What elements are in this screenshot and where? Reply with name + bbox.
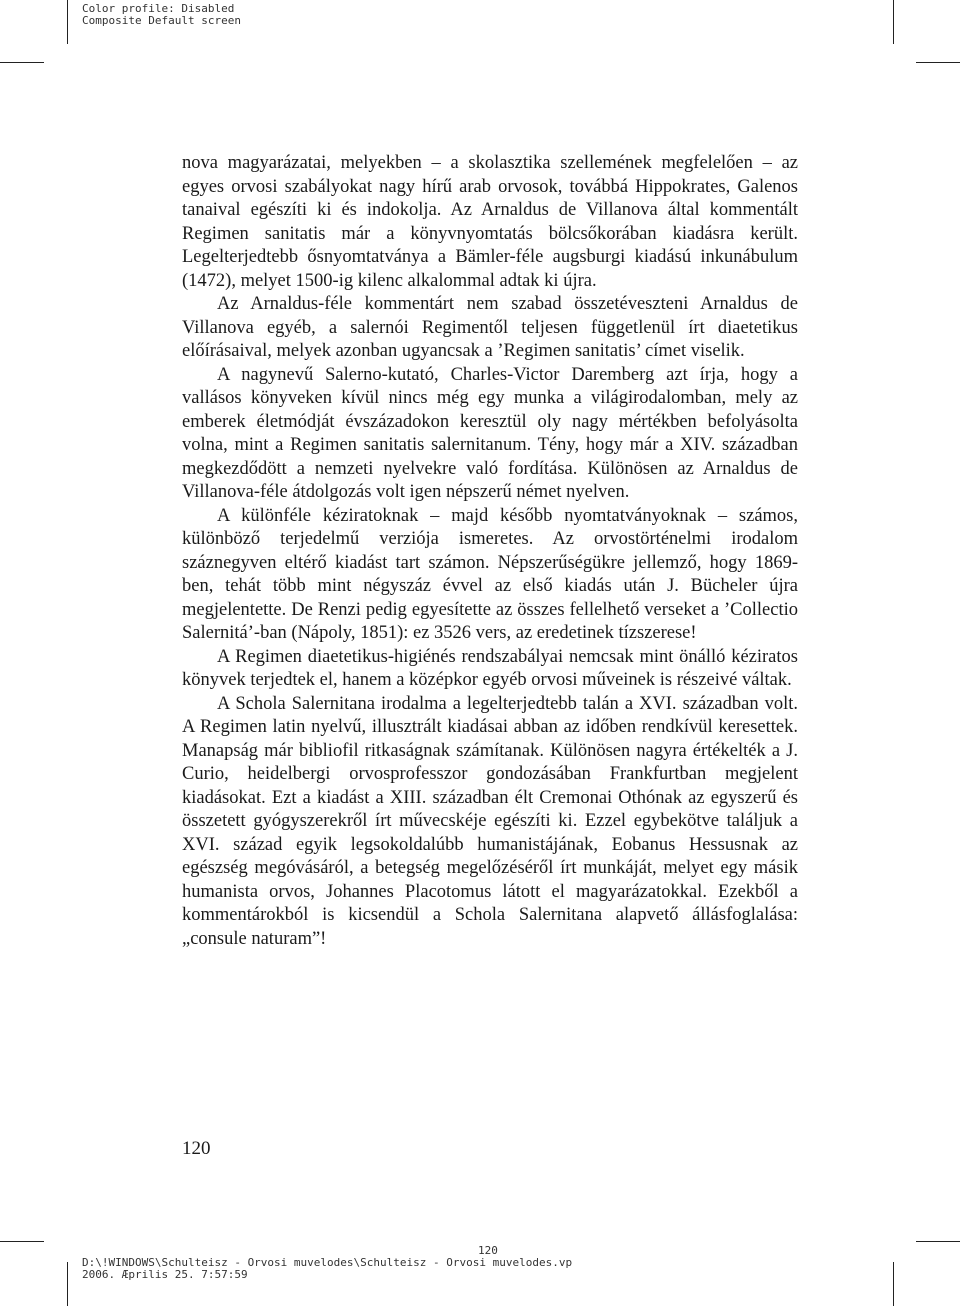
crop-mark	[916, 62, 960, 63]
color-profile-label: Color profile: Disabled	[82, 2, 235, 15]
crop-mark	[0, 62, 44, 63]
paragraph: A nagynevű Salerno-kutató, Charles-Victor Daremberg azt írja, hogy a vallásos könyveken kívül nincs még egy munka a világirodalomban, mely az emberek életmódját évszázadokon keresztül oly nagy mértékben befolyásolta volna, mint a Regimen sanitatis salernitanum. Tény, hogy már a XIV. században megkezdődött a nemzeti nyelvekre való fordítása. Különösen az Arnaldus de Villanova-féle átdolgozás volt igen népszerű német nyelven.	[182, 364, 798, 502]
print-footer	[82, 1257, 572, 1281]
crop-mark	[893, 1262, 894, 1306]
paragraph: A különféle kéziratoknak – majd később nyomtatványoknak – számos, különböző terjedelmű verziója ismeretes. Az orvostörténelmi irodalom száznegyven eltérő kiadást tart számon. Népszerűségükre jellemző, hogy 1869-ben, tehát több mint négyszáz évvel az első kiadás után J. Bücheler újra megjelentette. De Renzi pedig egyesítette az összes fellelhető verseket a ’Collectio Salernitá’-ban (Nápoly, 1851): ez 3526 vers, az eredetinek tízszerese!	[182, 505, 798, 643]
body-text	[182, 152, 798, 951]
crop-mark	[67, 1262, 68, 1306]
paragraph: nova magyarázatai, melyekben – a skolasztika szellemének megfelelően – az egyes orvosi szabályokat nagy hírű arab orvosok, továbbá Hippokrates, Galenos tanaival egészíti ki és indokolja. Az Arnaldus de Villanova által kommentált Regimen sanitatis már a könyvnyomtatás bölcsőkorában kiadásra került. Legelterjedtebb ősnyomtatványa a Bämler-féle augsburgi kiadású inkunábulum (1472), melyet 1500-ig kilenc alkalommal adtak ki újra.	[182, 153, 798, 291]
page-number: 120	[182, 1138, 211, 1159]
paragraph: A Regimen diaetetikus-higiénés rendszabályai nemcsak mint önálló kéziratos könyvek terjedtek el, hanem a középkor egyéb orvosi műveinek is részeivé váltak.	[182, 646, 798, 690]
crop-mark	[916, 1241, 960, 1242]
print-timestamp: 2006. Æprilis 25. 7:57:59	[82, 1268, 248, 1281]
print-header	[82, 3, 241, 27]
paragraph: Az Arnaldus-féle kommentárt nem szabad összetéveszteni Arnaldus de Villanova egyéb, a salernói Regimentől teljesen függetlenül írt diaetetikus előírásaival, melyek azonban ugyancsak a ’Regimen sanitatis’ címet viselik.	[182, 294, 798, 361]
print-footer-page: 120	[478, 1244, 498, 1257]
paragraph: A Schola Salernitana irodalma a legelterjedtebb talán a XVI. században volt. A Regimen latin nyelvű, illusztrált kiadásai abban az időben rendkívül keresettek. Manapság már bibliofil ritkaságnak számítanak. Különösen nagyra értékelték a J. Curio, heidelbergi orvosprofesszor gondozásában Frankfurtban megjelent kiadásokat. Ezt a kiadást a XIII. században élt Cremonai Othónak az egyszerű és összetett gyógyszerekről írt művecskéje egészíti ki. Ezzel egybekötve találjuk a XVI. század egyik legsokoldalúbb humanistájának, Eobanus Hessusnak az egészség megóvásáról, a betegség megelőzéséről írt munkáját, melyet egy másik humanista orvos, Johannes Placotomus látott el magyarázatokkal. Ezekből a kommentárokból is kicsendül a Schola Salernitana alapvető állásfoglalása: „consule naturam”!	[182, 693, 798, 949]
crop-mark	[893, 0, 894, 44]
composite-label: Composite Default screen	[82, 14, 241, 27]
crop-mark	[67, 0, 68, 44]
crop-mark	[0, 1241, 44, 1242]
file-path: D:\!WINDOWS\Schulteisz - Orvosi muvelodes\Schulteisz - Orvosi muvelodes.vp	[82, 1256, 573, 1269]
